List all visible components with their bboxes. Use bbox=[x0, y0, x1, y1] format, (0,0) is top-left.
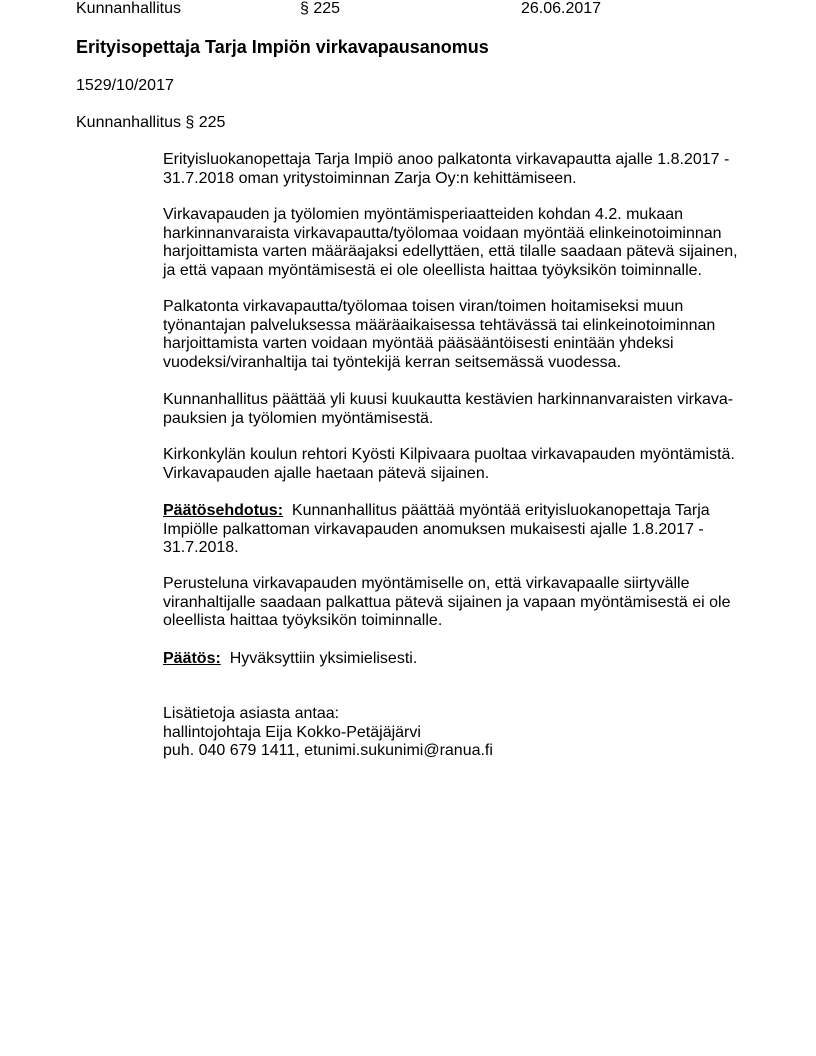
proposal bbox=[163, 502, 710, 558]
proposal-label: Päätösehdotus: bbox=[163, 502, 284, 519]
decision-label: Päätös: bbox=[163, 650, 221, 667]
text-line: harjoittamista varten voidaan myöntää pääsääntöisesti enintään yhdeksi bbox=[163, 335, 674, 352]
record-number: 1529/10/2017 bbox=[76, 77, 174, 94]
text-line: Virkavapauden ja työlomien myöntämisperiaatteiden kohdan 4.2. mukaan bbox=[163, 206, 684, 223]
text-line: hallintojohtaja Eija Kokko-Petäjäjärvi bbox=[163, 723, 421, 741]
justification bbox=[163, 575, 730, 631]
paragraph-1 bbox=[163, 151, 729, 188]
text-line: työnantajan palveluksessa määräaikaisessa tehtävässä tai elinkeinotoiminnan bbox=[163, 316, 716, 334]
document-title: Erityisopettaja Tarja Impiön virkavapausanomus bbox=[76, 37, 489, 57]
text-line: Kunnanhallitus päättää yli kuusi kuukautta kestävien harkinnanvaraisten virkava- bbox=[163, 391, 734, 408]
decision-text: Hyväksyttiin yksimielisesti. bbox=[229, 650, 418, 667]
text-line: 31.7.2018. bbox=[163, 539, 239, 556]
text-line: harkinnanvaraista virkavapautta/työlomaa voidaan myöntää elinkeinotoiminnan bbox=[163, 224, 722, 242]
contact-info bbox=[163, 705, 493, 761]
text-line: oleellista haittaa työyksikön toiminnalle. bbox=[163, 612, 443, 629]
text-line: Virkavapauden ajalle haetaan pätevä sijainen. bbox=[163, 464, 490, 482]
subheading: Kunnanhallitus § 225 bbox=[76, 114, 226, 131]
text-line: viranhaltijalle saadaan palkattua pätevä sijainen ja vapaan myöntämisestä ei ole bbox=[163, 593, 731, 611]
header-section: § 225 bbox=[300, 0, 341, 17]
text-line: Perusteluna virkavapauden myöntämiselle on, että virkavapaalle siirtyvälle bbox=[163, 575, 690, 592]
text-line: Palkatonta virkavapautta/työlomaa toisen viran/toimen hoitamiseksi muun bbox=[163, 298, 684, 315]
paragraph-3 bbox=[163, 298, 715, 372]
text-line: pauksien ja työlomien myöntämisestä. bbox=[163, 409, 434, 427]
text-line: puh. 040 679 1411, etunimi.sukunimi@ranua.fi bbox=[163, 742, 493, 759]
text-line: vuodeksi/viranhaltija tai työntekijä kerran seitsemässä vuodessa. bbox=[163, 353, 622, 371]
text-line: Impiölle palkattoman virkavapauden anomuksen mukaisesti ajalle 1.8.2017 - bbox=[163, 520, 704, 538]
decision bbox=[163, 650, 417, 669]
text-line: Erityisluokanopettaja Tarja Impiö anoo palkatonta virkavapautta ajalle 1.8.2017 - bbox=[163, 151, 730, 168]
text-line: harjoittamista varten määräajaksi edellyttäen, että tilalle saadaan pätevä sijainen, bbox=[163, 243, 738, 260]
header-date: 26.06.2017 bbox=[521, 0, 602, 17]
header-body: Kunnanhallitus bbox=[76, 0, 181, 17]
text-line: 31.7.2018 oman yritystoiminnan Zarja Oy:n kehittämiseen. bbox=[163, 169, 577, 187]
text-line: Kirkonkylän koulun rehtori Kyösti Kilpivaara puoltaa virkavapauden myöntämistä. bbox=[163, 446, 735, 463]
text-line: Lisätietoja asiasta antaa: bbox=[163, 705, 340, 722]
text-line: Kunnanhallitus päättää myöntää erityisluokanopettaja Tarja bbox=[291, 502, 710, 519]
paragraph-5 bbox=[163, 446, 735, 483]
text-line: ja että vapaan myöntämisestä ei ole oleellista haittaa työyksikön toiminnalle. bbox=[163, 261, 702, 279]
paragraph-4 bbox=[163, 391, 733, 428]
paragraph-2 bbox=[163, 206, 738, 280]
